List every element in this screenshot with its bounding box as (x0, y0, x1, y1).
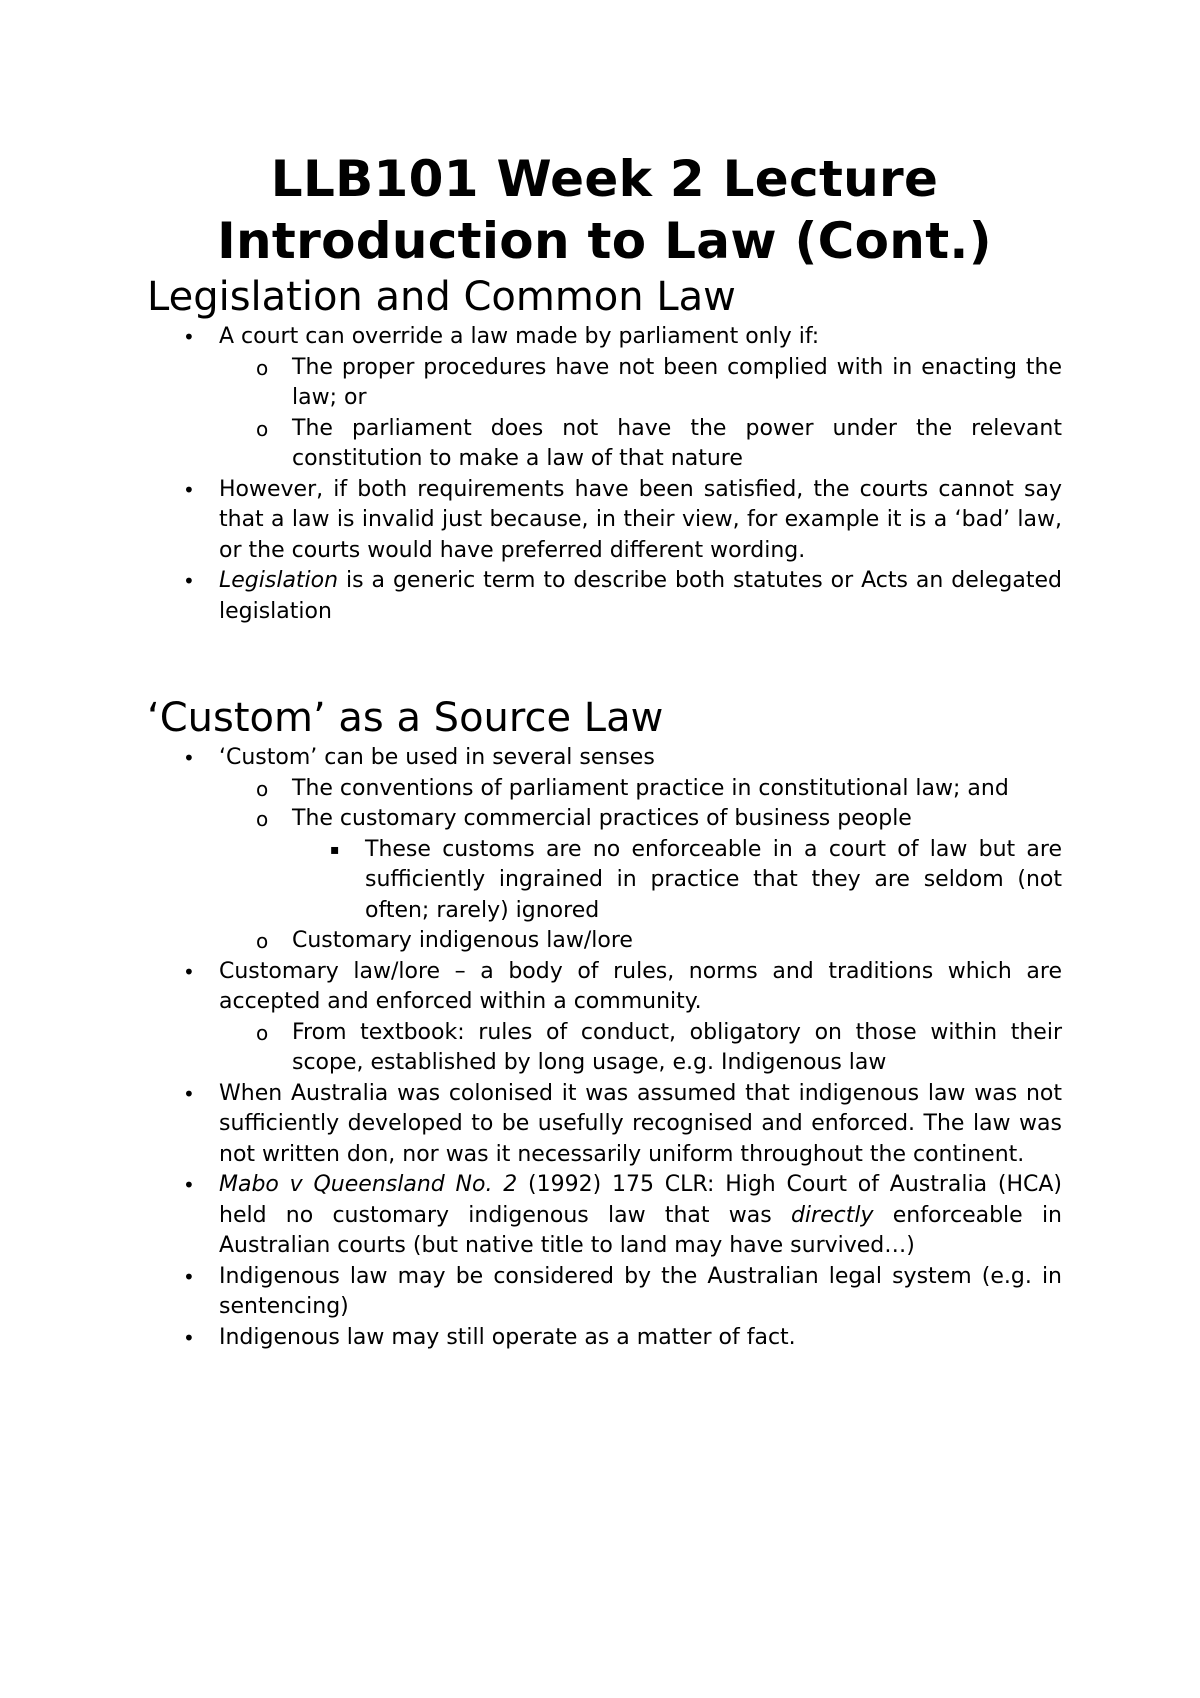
list-item (147, 835, 1062, 927)
list-item (147, 1262, 1062, 1323)
circle-marker: o (256, 929, 269, 953)
circle-marker: o (256, 1020, 269, 1045)
bullet-marker: • (183, 569, 195, 593)
item-text: However, if both requirements have been satisfied, the courts cannot say that a law is invalid just because, in their view, for example it is a ‘bad’ law, or the courts would have preferred different wording. (219, 476, 1062, 563)
item-emphasis: directly (790, 1202, 874, 1228)
bullet-marker: • (183, 1081, 195, 1106)
item-text: Customary indigenous law/lore (292, 928, 633, 953)
item-text-continued: enforceable in Australian courts (but native title to land may have survived…) (219, 1202, 1063, 1258)
title-line-2: Introduction to Law (Cont.) (217, 212, 992, 270)
list-item (147, 1079, 1062, 1171)
list-item (147, 1170, 1062, 1262)
circle-marker: o (256, 776, 269, 801)
item-text: is a generic term to describe both statutes or Acts an delegated legislation (219, 568, 1062, 624)
circle-marker: o (256, 807, 269, 831)
item-text: Customary law/lore – a body of rules, norms and traditions which are accepted and enforced within a community. (219, 958, 1062, 1014)
item-text: These customs are no enforceable in a court of law but are sufficiently ingrained in practice that they are seldom (not often; rarely) ignored (365, 836, 1062, 923)
document-title (147, 148, 1062, 272)
item-text: (1992) 175 CLR: High Court of Australia (HCA) held no customary indigenous law that was (219, 1172, 1062, 1228)
document-page (147, 148, 1062, 1353)
list-item (147, 566, 1062, 627)
list-item (147, 804, 1062, 835)
item-text: Indigenous law may be considered by the Australian legal system (e.g. in sentencing) (219, 1263, 1062, 1319)
item-text: Indigenous law may still operate as a matter of fact. (219, 1324, 796, 1350)
item-text: The conventions of parliament practice in constitutional law; and (292, 775, 1009, 801)
item-text: The customary commercial practices of business people (292, 806, 912, 831)
square-marker: ▪ (330, 841, 340, 858)
item-text: The parliament does not have the power under the relevant constitution to make a law of that nature (292, 415, 1062, 471)
section-heading-legislation: Legislation and Common Law (147, 274, 736, 320)
item-text: The proper procedures have not been complied with in enacting the law; or (292, 354, 1062, 410)
list-item (147, 475, 1062, 567)
list-item (147, 414, 1062, 475)
list-item (147, 774, 1062, 805)
bullet-marker: • (183, 746, 195, 770)
list-item (147, 743, 1062, 774)
bullet-marker: • (183, 959, 195, 984)
case-name: Mabo v Queensland No. 2 (219, 1172, 518, 1197)
section-heading-custom: ‘Custom’ as a Source Law (147, 695, 664, 741)
item-text: When Australia was colonised it was assumed that indigenous law was not sufficiently developed to be usefully recognised and enforced. The law was not written don, nor was it necessarily uniform throughout the continent. (219, 1080, 1062, 1167)
title-line-1: LLB101 Week 2 Lecture (270, 150, 939, 208)
item-text: ‘Custom’ can be used in several senses (219, 745, 655, 770)
list-item (147, 353, 1062, 414)
circle-marker: o (256, 416, 269, 441)
list-item (147, 1018, 1062, 1079)
list-item (147, 957, 1062, 1018)
bullet-marker: • (183, 477, 195, 502)
list-item (147, 926, 1062, 957)
item-text: From textbook: rules of conduct, obligatory on those within their scope, established by long usage, e.g. Indigenous law (292, 1019, 1062, 1075)
item-text: A court can override a law made by parliament only if: (219, 324, 820, 349)
list-item (147, 322, 1062, 353)
bullet-marker: • (183, 1264, 195, 1289)
bullet-marker: • (183, 1173, 195, 1197)
item-emphasis: Legislation (219, 568, 339, 593)
bullet-marker: • (183, 1325, 195, 1350)
circle-marker: o (256, 355, 269, 380)
list-item (147, 1323, 1062, 1354)
bullet-marker: • (183, 325, 195, 349)
